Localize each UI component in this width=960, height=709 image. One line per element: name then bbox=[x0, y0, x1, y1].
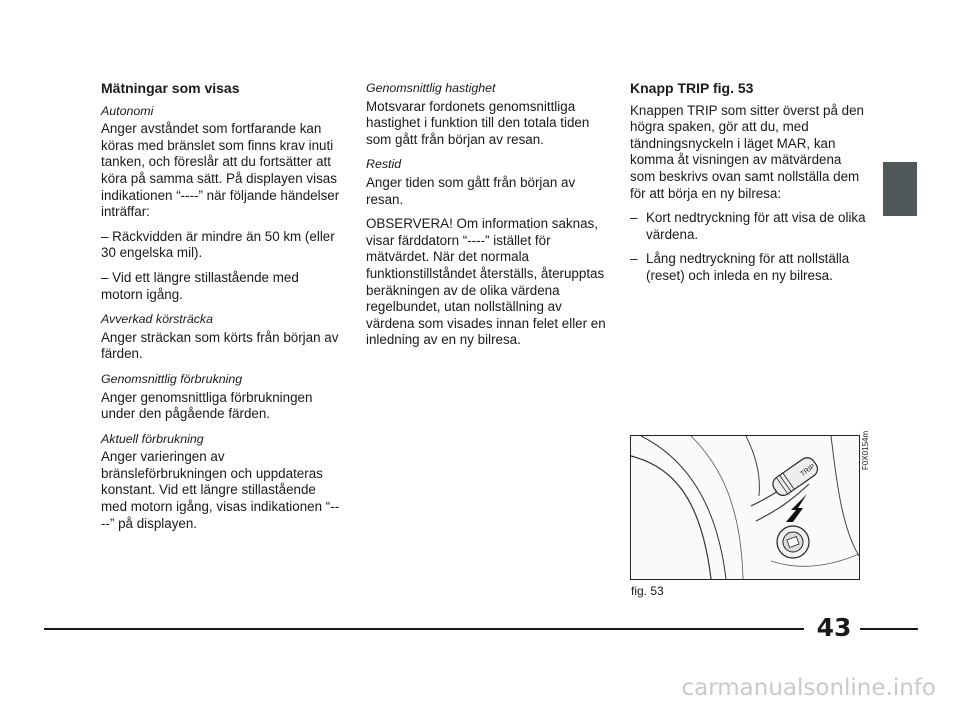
figure-53-illustration bbox=[630, 435, 860, 580]
trip-item-1-text: Kort nedtryckning för att visa de olika värdena. bbox=[646, 210, 866, 242]
trip-item-2 bbox=[630, 251, 870, 284]
arrow-icon bbox=[786, 494, 807, 522]
figure-code: F0X0154m bbox=[861, 430, 870, 470]
avverkad-text: Anger sträckan som körts från början av färden. bbox=[101, 329, 339, 362]
trip-heading: Knapp TRIP fig. 53 bbox=[630, 80, 754, 96]
autonomi-text: Anger avståndet som fortfarande kan köras med bränslet som finns krav inuti tanken, och föreslår att du fortsätter att köra på samma sätt. På displayen visas indikationen “----” när följande händelser inträffar: bbox=[101, 121, 340, 220]
avverkad-title: Avverkad körsträcka bbox=[101, 312, 214, 327]
section-heading: Mätningar som visas bbox=[101, 80, 240, 96]
restid-text: Anger tiden som gått från början av resan. bbox=[366, 174, 576, 207]
footer-rule-right bbox=[860, 628, 918, 630]
akt-forb-title: Aktuell förbrukning bbox=[101, 431, 204, 446]
restid-title: Restid bbox=[366, 157, 402, 172]
observera-text: OBSERVERA! Om information saknas, visar färddatorn “----” istället för mätvärdet. När det normala funktionstillståndet återställs, återupptas beräkningen av de olika värdena regelbundet, utan nollställning av värdena som visades innan felet eller en inledning av en ny bilresa. bbox=[366, 216, 606, 348]
gen-forb-text: Anger genomsnittliga förbrukningen under den pågående färden. bbox=[101, 389, 313, 422]
dash-bullet: – bbox=[630, 210, 638, 226]
gen-hast-title: Genomsnittlig hastighet bbox=[366, 81, 496, 95]
figure-caption: fig. 53 bbox=[631, 584, 664, 598]
footer-rule-left bbox=[44, 628, 804, 630]
autonomi-title: Autonomi bbox=[101, 103, 154, 118]
trip-intro: Knappen TRIP som sitter överst på den högra spaken, gör att du, med tändningsnyckeln i läget MAR, kan komma åt visningen av mätvärdena som beskrivs ovan samt nollställa dem för att börja en ny bilresa: bbox=[630, 102, 864, 201]
page-number: 43 bbox=[816, 613, 852, 642]
column-middle bbox=[366, 80, 606, 357]
chapter-tab bbox=[883, 162, 917, 216]
gen-hast-text: Motsvarar fordonets genomsnittliga hastighet i funktion till den totala tiden som gått från början av resan. bbox=[366, 98, 590, 147]
dash-bullet: – bbox=[630, 251, 638, 267]
column-left bbox=[101, 80, 341, 540]
steering-column-drawing bbox=[631, 436, 859, 579]
autonomi-item-1: – Räckvidden är mindre än 50 km (eller 30 engelska mil). bbox=[101, 228, 335, 261]
trip-item-1 bbox=[630, 210, 870, 243]
trip-item-2-text: Lång nedtryckning för att nollställa (reset) och inleda en ny bilresa. bbox=[646, 251, 850, 283]
column-right bbox=[630, 80, 870, 293]
trip-button-label: TRIP bbox=[799, 463, 817, 479]
autonomi-item-2: – Vid ett längre stillastående med motorn igång. bbox=[101, 269, 299, 302]
gen-forb-title: Genomsnittlig förbrukning bbox=[101, 371, 243, 386]
watermark: carmanualsonline.info bbox=[681, 675, 936, 701]
akt-forb-text: Anger varieringen av bränsleförbrukningen och uppdateras konstant. Vid ett längre stillastående med motorn igång, visas indikationen “----” på displayen. bbox=[101, 449, 340, 531]
